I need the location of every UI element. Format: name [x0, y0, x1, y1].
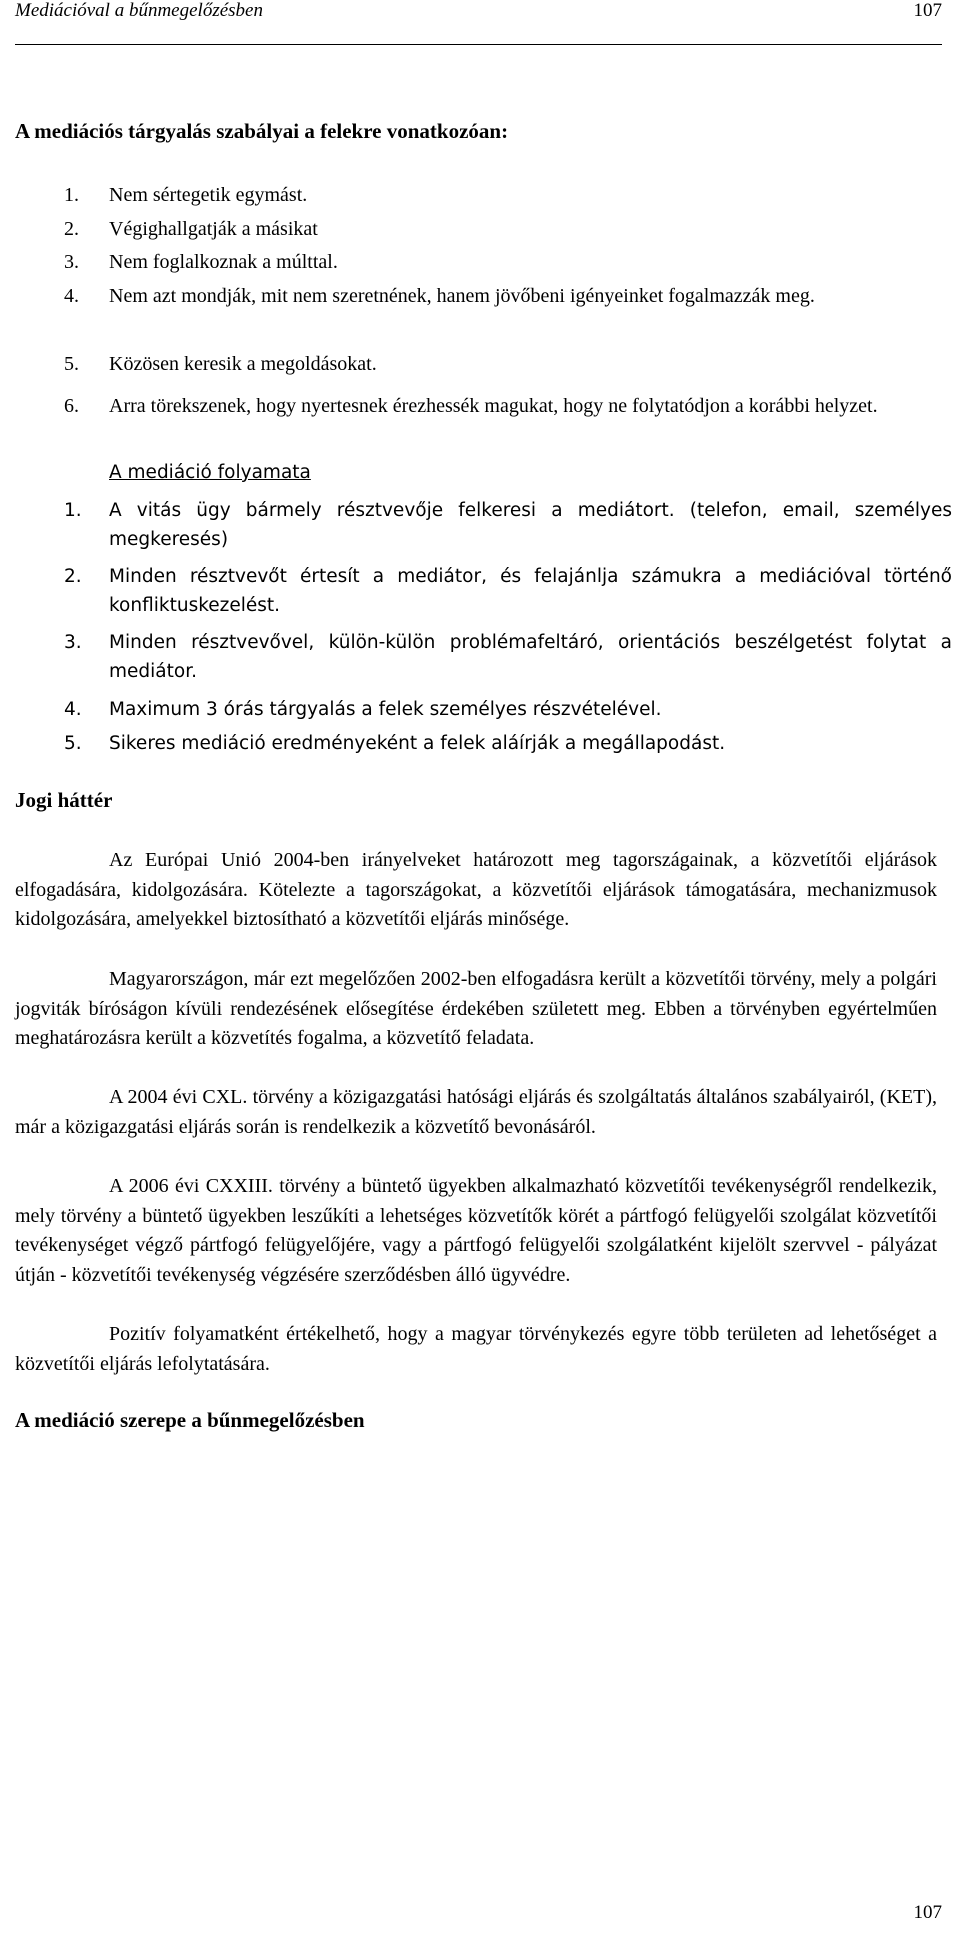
legal-paragraph: [15, 1320, 937, 1379]
item-text: Nem azt mondják, mit nem szeretnének, hanem jövőbeni igényeinket fogalmazzák meg.: [109, 285, 815, 307]
paragraph-text: Az Európai Unió 2004-ben irányelveket határozott meg tagországainak, a közvetítői eljárások elfogadására, kidolgozására. Kötelezte a tagországokat, a közvetítői eljárások támogatására, mechanizmusok kidolgozására, amelyekkel biztosítható a közvetítői eljárás minősége.: [15, 849, 937, 930]
paragraph-text: A 2004 évi CXL. törvény a közigazgatási hatósági eljárás és szolgáltatás általános szabályairól, (KET), már a közigazgatási eljárás során is rendelkezik a közvetítő bevonásáról.: [15, 1086, 937, 1138]
next-section-heading: A mediáció szerepe a bűnmegelőzésben: [15, 1408, 365, 1432]
legal-paragraph: [15, 965, 937, 1054]
item-number: 3.: [64, 632, 82, 653]
paragraph-text: Pozitív folyamatként értékelhető, hogy a magyar törvénykezés egyre több területen ad lehetőséget a közvetítői eljárás lefolytatására.: [15, 1323, 937, 1375]
item-number: 1.: [64, 500, 82, 521]
running-title: Mediációval a bűnmegelőzésben: [15, 0, 263, 21]
item-number: 6.: [64, 395, 79, 417]
item-number: 4.: [64, 285, 79, 307]
legal-paragraph: [15, 846, 937, 935]
item-text: Nem sértegetik egymást.: [109, 184, 308, 206]
legal-paragraph: [15, 1172, 937, 1290]
item-text: Minden résztvevővel, külön-külön problémafeltáró, orientációs beszélgetést folytat a mediátor.: [109, 632, 952, 682]
item-number: 5.: [64, 733, 82, 754]
footer-page-number: 107: [913, 1902, 942, 1923]
item-text: Végighallgatják a másikat: [109, 218, 318, 240]
item-number: 2.: [64, 566, 82, 587]
item-text: Nem foglalkoznak a múlttal.: [109, 251, 338, 273]
item-number: 4.: [64, 699, 82, 720]
item-number: 1.: [64, 184, 79, 206]
item-text: Minden résztvevőt értesít a mediátor, és felajánlja számukra a mediációval történő konfliktuskezelést.: [109, 566, 952, 616]
legal-heading: Jogi háttér: [15, 788, 113, 812]
header-page-number: 107: [913, 0, 942, 21]
item-text: A vitás ügy bármely résztvevője felkeresi a mediátort. (telefon, email, személyes megkeresés): [109, 500, 952, 550]
item-text: Sikeres mediáció eredményeként a felek aláírják a megállapodást.: [109, 733, 726, 754]
item-number: 3.: [64, 251, 79, 273]
page-header: [15, 0, 942, 45]
paragraph-text: A 2006 évi CXXIII. törvény a büntető ügyekben alkalmazható közvetítői tevékenységről rendelkezik, mely törvény a büntető ügyekben leszűkíti a lehetséges közvetítők körét a pártfogó felügyelői szolgálat közvetítői tevékenységet végző pártfogó felügyelőjére, vagy a pártfogó felügyelői szolgálatként kijelölt szervvel - pályázat útján - közvetítői tevékenység végzésére szerződésben álló ügyvédre.: [15, 1175, 937, 1286]
legal-paragraph: [15, 1083, 937, 1142]
item-text: Arra törekszenek, hogy nyertesnek érezhessék magukat, hogy ne folytatódjon a korábbi helyzet.: [109, 395, 878, 417]
item-number: 2.: [64, 218, 79, 240]
item-text: Maximum 3 órás tárgyalás a felek személyes részvételével.: [109, 699, 662, 720]
process-heading: A mediáció folyamata: [109, 462, 311, 483]
item-text: Közösen keresik a megoldásokat.: [109, 353, 377, 375]
item-number: 5.: [64, 353, 79, 375]
paragraph-text: Magyarországon, már ezt megelőzően 2002-ben elfogadásra került a közvetítői törvény, mely a polgári jogviták bíróságon kívüli rendezésének elősegítése érdekében született meg. Ebben a törvényben egyértelműen meghatározásra került a közvetítés fogalma, a közvetítő feladata.: [15, 968, 937, 1049]
rules-heading: A mediációs tárgyalás szabályai a felekre vonatkozóan:: [15, 119, 509, 143]
